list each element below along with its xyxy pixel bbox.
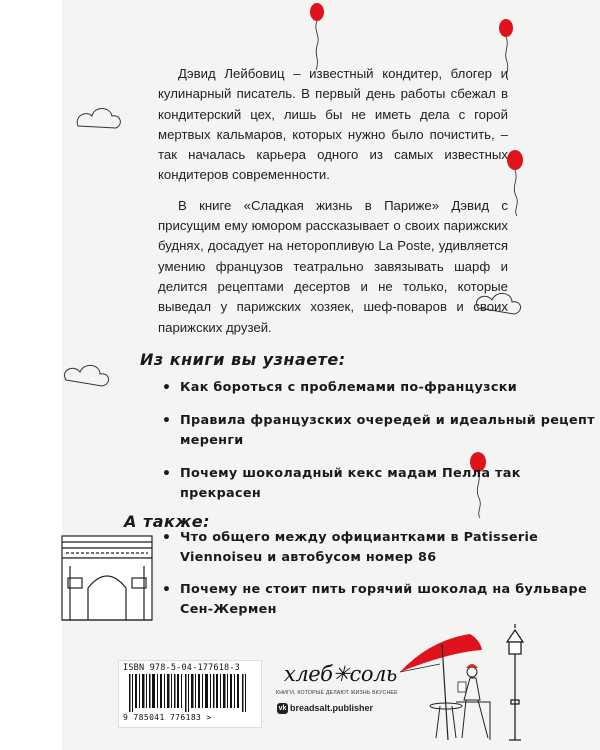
author-bio	[158, 64, 508, 338]
also-list	[160, 528, 600, 632]
list-item: • Почему шоколадный кекс мадам Пелла так прекрасен	[160, 464, 600, 504]
balloon-icon	[310, 3, 324, 70]
publisher-website: breadsalt.publisher	[290, 703, 374, 713]
vk-icon: vk	[278, 705, 287, 712]
list-item: • Почему не стоит пить горячий шоколад на бульваре Сен-Жермен	[160, 580, 600, 620]
cloud-icon	[77, 109, 120, 129]
isbn-label: ISBN 978-5-04-177618-3	[123, 663, 240, 673]
publisher-logo: хлеб✳соль	[284, 662, 397, 686]
bio-paragraph-1: Дэвид Лейбовиц – известный кондитер, блогер и кулинарный писатель. В первый день работы сбежал в кондитерский цех, лишь бы не иметь дела с горой мертвых кальмаров, которых нужно было почистить, – так началась карьера одного из самых известных кондитеров современности.	[158, 66, 508, 183]
street-lamp-illustration	[507, 624, 523, 740]
barcode-bars	[129, 674, 247, 712]
bio-paragraph-2: В книге «Сладкая жизнь в Париже» Дэвид с присущим ему юмором рассказывает о своих парижских буднях, досадует на неторопливую La Poste, удивляется умению французов театрально завязывать шарф и делится рецептами десертов и не только, которые выведал у парижских хозяек, шеф-поваров и своих парижских друзей.	[158, 197, 508, 335]
list-item: • Как бороться с проблемами по-французски	[160, 378, 600, 398]
balloon-icon	[507, 150, 523, 216]
publisher-tagline: КНИГИ, КОТОРЫЕ ДЕЛАЮТ ЖИЗНЬ ВКУСНЕЕ	[276, 690, 398, 696]
list-item: • Правила французских очередей и идеальный рецепт меренги	[160, 411, 600, 451]
cafe-umbrella-illustration	[400, 634, 490, 740]
list-item: • Что общего между официантками в Patisserie Viennoiseu и автобусом номер 86	[160, 528, 600, 568]
barcode	[118, 660, 262, 728]
barcode-number: 9 785041 776183 >	[123, 713, 212, 722]
learn-list	[160, 378, 600, 517]
also-heading: А также:	[124, 512, 211, 531]
arc-de-triomphe-illustration	[62, 536, 152, 620]
learn-heading: Из книги вы узнаете:	[140, 350, 346, 369]
cloud-icon	[65, 365, 109, 386]
